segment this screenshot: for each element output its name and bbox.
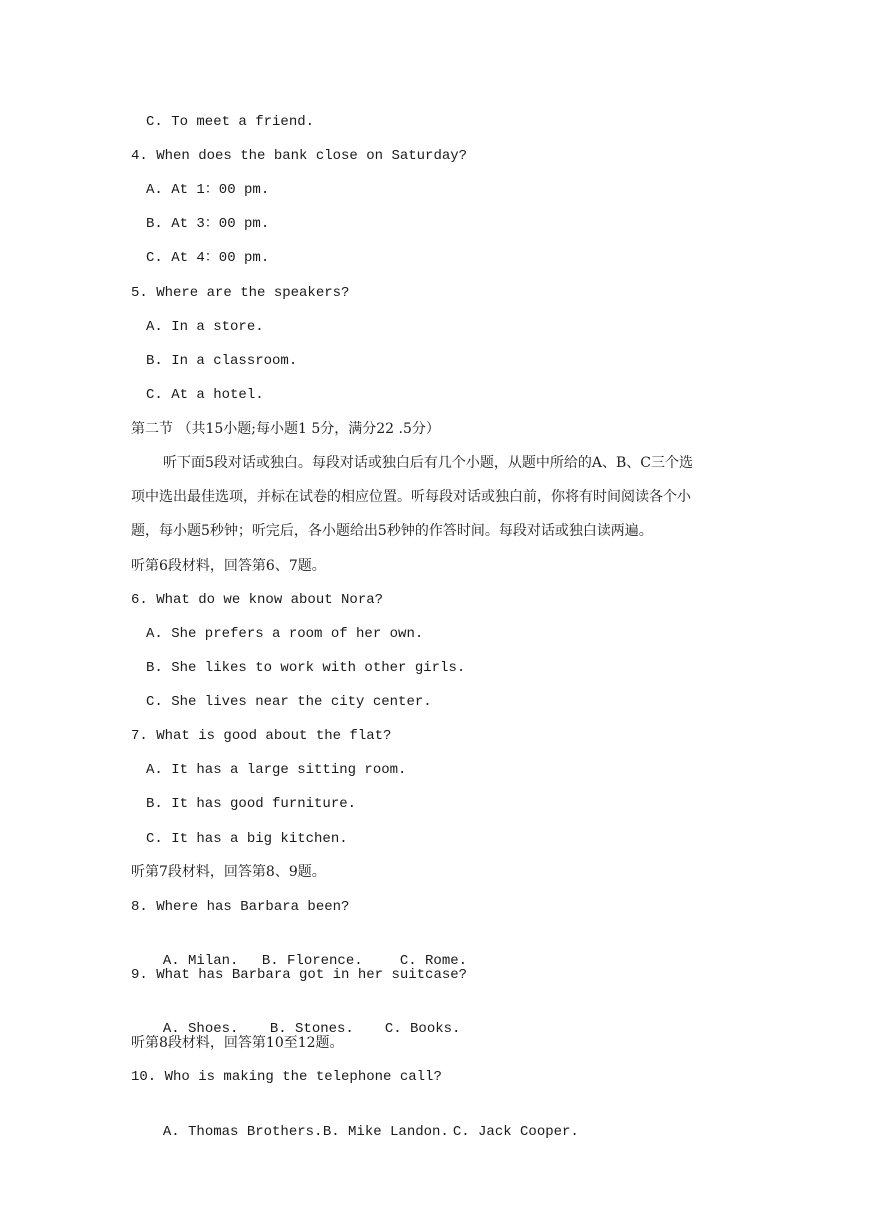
material-7-heading: 听第7段材料，回答第8、9题。 bbox=[131, 864, 326, 880]
material-6-heading: 听第6段材料，回答第6、7题。 bbox=[131, 558, 326, 574]
q4-question: 4. When does the bank close on Saturday? bbox=[131, 148, 468, 164]
q8-question: 8. Where has Barbara been? bbox=[131, 899, 350, 915]
q10-question: 10. Who is making the telephone call? bbox=[131, 1069, 442, 1085]
q9-option-c: C. Books. bbox=[384, 1021, 461, 1037]
q4-option-b: B. At 3：00 pm. bbox=[146, 216, 270, 232]
q9-option-a: A. Shoes. bbox=[162, 1021, 239, 1037]
q6-option-b: B. She likes to work with other girls. bbox=[146, 660, 466, 676]
q5-option-a: A. In a store. bbox=[146, 319, 264, 335]
instructions-line-3: 题，每小题5秒钟；听完后，各小题给出5秒钟的作答时间。每段对话或独白读两遍。 bbox=[131, 523, 653, 539]
q7-option-a: A. It has a large sitting room. bbox=[146, 762, 407, 778]
instructions-line-1: 听下面5段对话或独白。每段对话或独白后有几个小题，从题中所给的A、B、C三个选 bbox=[163, 455, 694, 471]
instructions-line-2: 项中选出最佳选项，并标在试卷的相应位置。听每段对话或独白前，你将有时间阅读各个小 bbox=[131, 489, 691, 505]
q4-option-c: C. At 4：00 pm. bbox=[146, 250, 270, 266]
q10-option-b: B. Mike Landon. bbox=[322, 1124, 449, 1140]
q9-question: 9. What has Barbara got in her suitcase? bbox=[131, 967, 468, 983]
q3-option-c: C. To meet a friend. bbox=[146, 114, 315, 130]
q9-option-b: B. Stones. bbox=[269, 1021, 354, 1037]
q10-options bbox=[146, 1102, 579, 1142]
q8-option-a: A. Milan. bbox=[162, 953, 239, 969]
q5-option-b: B. In a classroom. bbox=[146, 353, 298, 369]
q10-option-a: A. Thomas Brothers. bbox=[162, 1124, 323, 1140]
q7-option-b: B. It has good furniture. bbox=[146, 796, 357, 812]
q8-option-c: C. Rome. bbox=[399, 953, 468, 969]
q6-option-a: A. She prefers a room of her own. bbox=[146, 626, 424, 642]
q5-question: 5. Where are the speakers? bbox=[131, 285, 350, 301]
q10-option-c: C. Jack Cooper. bbox=[452, 1124, 579, 1140]
q6-option-c: C. She lives near the city center. bbox=[146, 694, 432, 710]
q5-option-c: C. At a hotel. bbox=[146, 387, 264, 403]
q4-option-a: A. At 1：00 pm. bbox=[146, 182, 270, 198]
q8-option-b: B. Florence. bbox=[261, 953, 363, 969]
q7-question: 7. What is good about the flat? bbox=[131, 728, 392, 744]
q6-question: 6. What do we know about Nora? bbox=[131, 592, 384, 608]
q7-option-c: C. It has a big kitchen. bbox=[146, 831, 348, 847]
section-heading: 第二节 （共15小题;每小题1 5分，满分22 .5分） bbox=[131, 421, 440, 437]
material-8-heading: 听第8段材料，回答第10至12题。 bbox=[131, 1035, 344, 1051]
